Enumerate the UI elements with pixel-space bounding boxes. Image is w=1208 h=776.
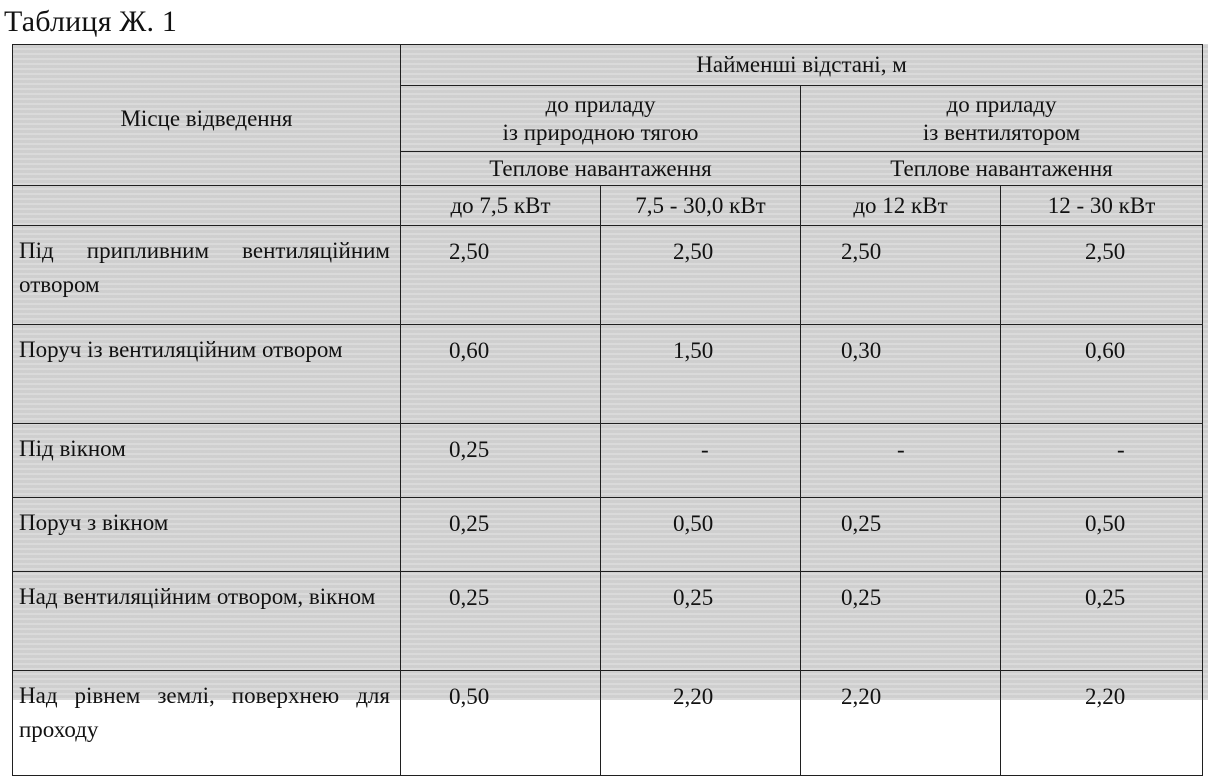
header-group-natural-line2: із природною тягою [502,119,699,145]
table-cell: 0,50 [601,498,801,572]
table-cell: 2,20 [1001,671,1203,776]
table-cell: 0,25 [1001,572,1203,671]
table-caption: Таблиця Ж. 1 [4,5,178,38]
table-row [13,325,1203,424]
table-cell: 0,60 [1001,325,1203,424]
row-place: Під припливним вентиляційним отвором [13,226,401,325]
table-cell: 2,50 [601,226,801,325]
header-group-natural-draft [401,86,801,152]
table-cell: 0,50 [401,671,601,776]
table-cell: 2,20 [801,671,1001,776]
table-cell: 0,25 [401,424,601,498]
table-cell: 1,50 [601,325,801,424]
table-cell: 0,25 [401,498,601,572]
header-group-fan [801,86,1203,152]
table-cell: 2,20 [601,671,801,776]
row-place: Поруч з вікном [13,498,401,572]
row-place: Поруч із вентиляційним отвором [13,325,401,424]
table-cell: 0,50 [1001,498,1203,572]
header-group-natural-line1: до приладу [545,91,656,117]
table-cell: 0,30 [801,325,1001,424]
table-cell: 0,25 [601,572,801,671]
header-place-spacer [13,186,401,226]
table-row [13,572,1203,671]
header-min-distances: Найменші відстані, м [401,45,1203,86]
header-group-fan-line2: із вентилятором [922,119,1081,145]
table-row [13,424,1203,498]
header-col-7-5-to-30: 7,5 - 30,0 кВт [601,186,801,226]
table-cell: - [801,424,1001,498]
row-place: Над вентиляційним отвором, вікном [13,572,401,671]
table-row [13,671,1203,776]
row-place: Під вікном [13,424,401,498]
distances-table [12,44,1203,776]
header-group-fan-line1: до приладу [946,91,1057,117]
table-cell: 0,25 [401,572,601,671]
table-row [13,498,1203,572]
header-heat-load-natural: Теплове навантаження [401,152,801,186]
table-cell: - [601,424,801,498]
table-cell: 0,60 [401,325,601,424]
header-col-up-to-7-5: до 7,5 кВт [401,186,601,226]
row-place: Над рівнем землі, поверхнею для проходу [13,671,401,776]
table-cell: 2,50 [401,226,601,325]
header-col-up-to-12: до 12 кВт [801,186,1001,226]
table-cell: 2,50 [801,226,1001,325]
table-cell: 2,50 [1001,226,1203,325]
header-place: Місце відведення [13,45,401,186]
table-cell: 0,25 [801,498,1001,572]
table-cell: - [1001,424,1203,498]
table-cell: 0,25 [801,572,1001,671]
header-heat-load-fan: Теплове навантаження [801,152,1203,186]
table-row [13,226,1203,325]
header-col-12-to-30: 12 - 30 кВт [1001,186,1203,226]
